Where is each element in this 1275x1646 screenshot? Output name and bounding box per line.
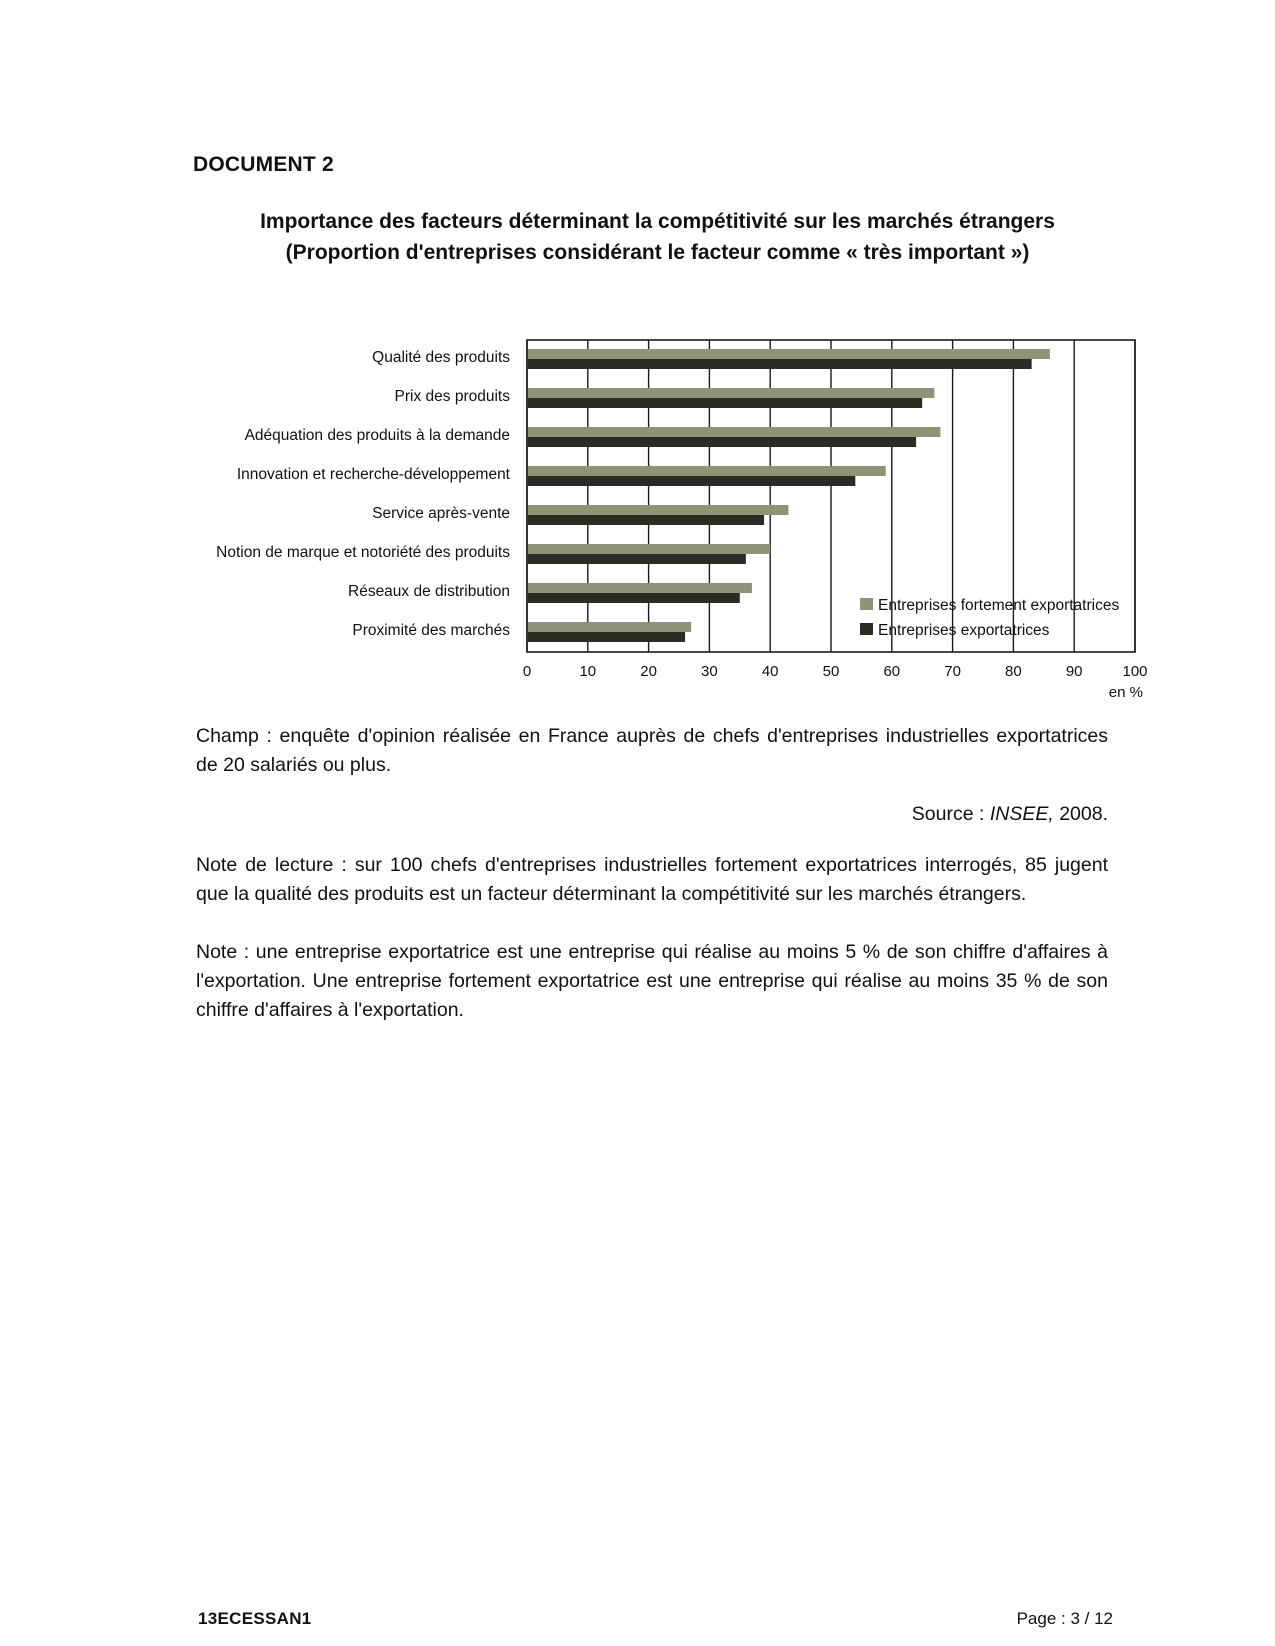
bar-exportatrices-1: [528, 398, 922, 408]
x-tick-label-30: 30: [701, 663, 718, 680]
category-label-4: Service après-vente: [372, 505, 510, 522]
bar-exportatrices-7: [528, 632, 685, 642]
bar-exportatrices-4: [528, 515, 764, 525]
x-tick-label-80: 80: [1005, 663, 1022, 680]
bar-fortement-exportatrices-0: [528, 349, 1050, 359]
source-name: INSEE,: [989, 803, 1054, 825]
chart-subtitle: (Proportion d'entreprises considérant le facteur comme « très important »): [285, 241, 1030, 264]
x-tick-label-70: 70: [944, 663, 961, 680]
category-label-1: Prix des produits: [394, 388, 510, 405]
bar-exportatrices-0: [528, 359, 1032, 369]
bar-exportatrices-3: [528, 476, 855, 486]
bar-exportatrices-5: [528, 554, 746, 564]
source-year: 2008.: [1053, 803, 1108, 825]
source-prefix: Source :: [911, 803, 990, 825]
x-tick-label-100: 100: [1122, 663, 1148, 680]
x-tick-label-0: 0: [522, 663, 532, 680]
bar-exportatrices-6: [528, 593, 740, 603]
x-tick-label-10: 10: [579, 663, 597, 680]
category-label-6: Réseaux de distribution: [348, 583, 510, 600]
x-tick-label-60: 60: [883, 663, 901, 680]
source-line: [912, 803, 1108, 826]
bar-fortement-exportatrices-3: [528, 466, 886, 476]
champ-paragraph: Champ : enquête d'opinion réalisée en France auprès de chefs d'entreprises industrielles exportatrices de 20 salariés ou plus.: [196, 725, 1108, 776]
definition-note: Note : une entreprise exportatrice est une entreprise qui réalise au moins 5 % de son chiffre d'affaires à l'exportation. Une entreprise fortement exportatrice est une entreprise qui réalise au moins 35 % de son chiffre d'affaires à l'exportation.: [196, 941, 1108, 1021]
bar-fortement-exportatrices-5: [528, 544, 770, 554]
bar-fortement-exportatrices-4: [528, 505, 788, 515]
x-axis-label: en %: [1108, 684, 1143, 701]
bar-fortement-exportatrices-1: [528, 388, 934, 398]
legend-swatch-1: [860, 623, 873, 635]
category-label-2: Adéquation des produits à la demande: [244, 427, 510, 444]
category-label-3: Innovation et recherche-développement: [236, 466, 510, 483]
chart-title-block: [120, 206, 1195, 268]
document-label: DOCUMENT 2: [193, 153, 334, 176]
reading-note: Note de lecture : sur 100 chefs d'entreprises industrielles fortement exportatrices interrogés, 85 jugent que la qualité des produits est un facteur déterminant la compétitivité sur les marchés étrangers.: [196, 854, 1108, 905]
bar-chart: [0, 320, 1275, 720]
bar-fortement-exportatrices-6: [528, 583, 752, 593]
legend-swatch-0: [860, 598, 873, 610]
x-tick-label-40: 40: [761, 663, 779, 680]
bar-fortement-exportatrices-7: [528, 622, 691, 632]
category-label-5: Notion de marque et notoriété des produits: [216, 544, 510, 561]
x-tick-label-20: 20: [640, 663, 657, 680]
x-tick-label-90: 90: [1065, 663, 1083, 680]
footer-page-number: Page : 3 / 12: [1016, 1609, 1113, 1628]
bar-fortement-exportatrices-2: [528, 427, 940, 437]
legend-label-1: Entreprises exportatrices: [878, 622, 1050, 639]
legend-label-0: Entreprises fortement exportatrices: [878, 597, 1120, 614]
category-label-7: Proximité des marchés: [352, 622, 510, 639]
category-label-0: Qualité des produits: [372, 349, 510, 366]
footer-exam-code: 13ECESSAN1: [198, 1609, 312, 1628]
bar-exportatrices-2: [528, 437, 916, 447]
x-tick-label-50: 50: [822, 663, 840, 680]
chart-title: Importance des facteurs déterminant la compétitivité sur les marchés étrangers: [260, 210, 1055, 233]
